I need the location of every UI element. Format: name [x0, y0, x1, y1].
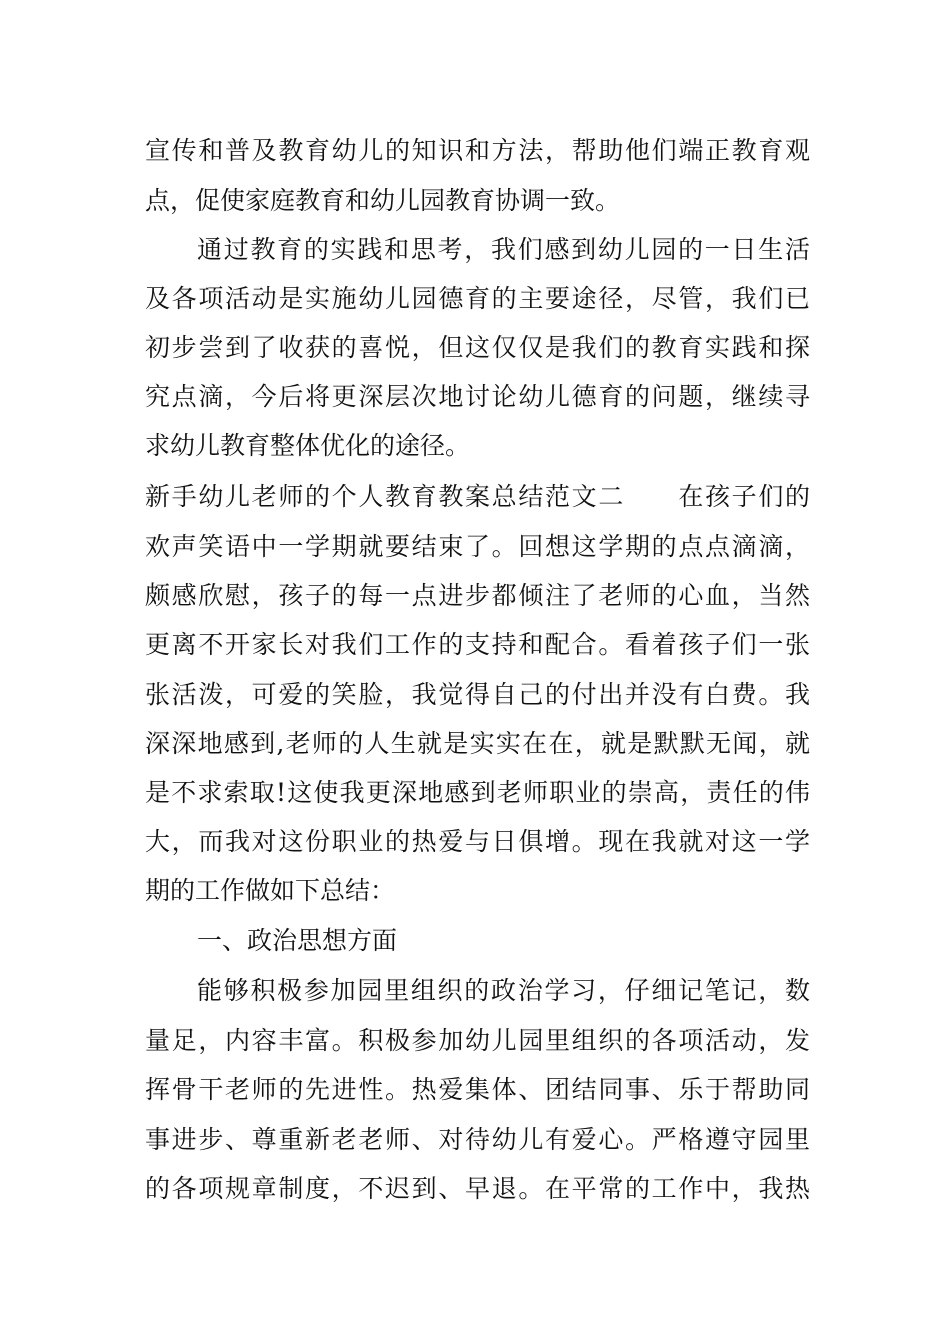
text-line: 更离不开家长对我们工作的支持和配合。看着孩子们一张	[145, 630, 810, 659]
text-line: 能够积极参加园里组织的政治学习，仔细记笔记，数	[197, 976, 810, 1005]
text-line: 究点滴，今后将更深层次地讨论幼儿德育的问题，继续寻	[145, 382, 810, 411]
text-line: 的各项规章制度，不迟到、早退。在平常的工作中，我热	[145, 1174, 810, 1203]
text-line: 点，促使家庭教育和幼儿园教育协调一致。	[145, 186, 621, 215]
text-line: 通过教育的实践和思考，我们感到幼儿园的一日生活	[197, 235, 810, 264]
text-line: 及各项活动是实施幼儿园德育的主要途径，尽管，我们已	[145, 284, 810, 313]
text-line: 求幼儿教育整体优化的途径。	[145, 431, 471, 460]
text-line: 宣传和普及教育幼儿的知识和方法，帮助他们端正教育观	[145, 136, 810, 165]
text-line: 期的工作做如下总结：	[145, 876, 396, 905]
text-line: 事进步、尊重新老老师、对待幼儿有爱心。严格遵守园里	[145, 1125, 810, 1154]
section-heading: 一、政治思想方面	[197, 926, 398, 955]
text-line: 张活泼，可爱的笑脸，我觉得自己的付出并没有白费。我	[145, 680, 810, 709]
text-line: 初步尝到了收获的喜悦，但这仅仅是我们的教育实践和探	[145, 333, 810, 362]
text-line: 量足，内容丰富。积极参加幼儿园里组织的各项活动，发	[145, 1026, 810, 1055]
text-line: 深深地感到,老师的人生就是实实在在，就是默默无闻，就	[145, 729, 810, 758]
text-line: 大，而我对这份职业的热爱与日俱增。现在我就对这一学	[145, 827, 810, 856]
text-line: 挥骨干老师的先进性。热爱集体、团结同事、乐于帮助同	[145, 1075, 810, 1104]
text-line: 欢声笑语中一学期就要结束了。回想这学期的点点滴滴，	[145, 532, 810, 561]
text-line: 是不求索取!这使我更深地感到老师职业的崇高，责任的伟	[145, 778, 810, 807]
text-line: 新手幼儿老师的个人教育教案总结范文二 在孩子们的	[145, 482, 810, 511]
text-line: 颇感欣慰，孩子的每一点进步都倾注了老师的心血，当然	[145, 581, 810, 610]
